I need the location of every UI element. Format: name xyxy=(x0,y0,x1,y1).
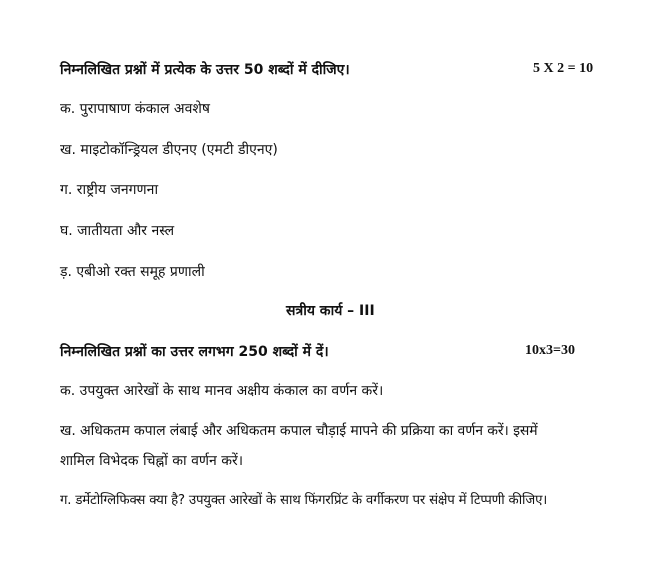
section2-marks: 5 X 2 = 10 xyxy=(533,61,594,76)
list-item: क. पुरापाषाण कंकाल अवशेष xyxy=(60,101,210,117)
list-item: ख. माइटोकॉन्ड्रियल डीएनए (एमटी डीएनए) xyxy=(60,142,278,158)
question-a: क. उपयुक्त आरेखों के साथ मानव अक्षीय कंकाल का वर्णन करें। xyxy=(60,383,384,399)
section3-marks: 10x3=30 xyxy=(525,343,575,358)
list-item: घ. जातीयता और नस्ल xyxy=(60,223,175,239)
question-b-line2: शामिल विभेदक चिह्नों का वर्णन करें। xyxy=(60,453,244,469)
question-b-line1: ख. अधिकतम कपाल लंबाई और अधिकतम कपाल चौड़ाई मापने की प्रक्रिया का वर्णन करें। इसमें xyxy=(60,423,538,439)
list-item: ग. राष्ट्रीय जनगणना xyxy=(60,182,159,198)
list-item: ड़. एबीओ रक्त समूह प्रणाली xyxy=(60,264,205,280)
section3-title: सत्रीय कार्य – III xyxy=(286,303,375,319)
section2-instruction: निम्नलिखित प्रश्नों में प्रत्येक के उत्तर 50 शब्दों में दीजिए। xyxy=(60,62,350,78)
question-c: ग. डर्मेटोग्लिफिक्स क्या है? उपयुक्त आरेखों के साथ फिंगरप्रिंट के वर्गीकरण पर संक्षेप में टिप्पणी कीजिए। xyxy=(60,493,548,508)
section3-instruction: निम्नलिखित प्रश्नों का उत्तर लगभग 250 शब्दों में दें। xyxy=(60,344,329,360)
